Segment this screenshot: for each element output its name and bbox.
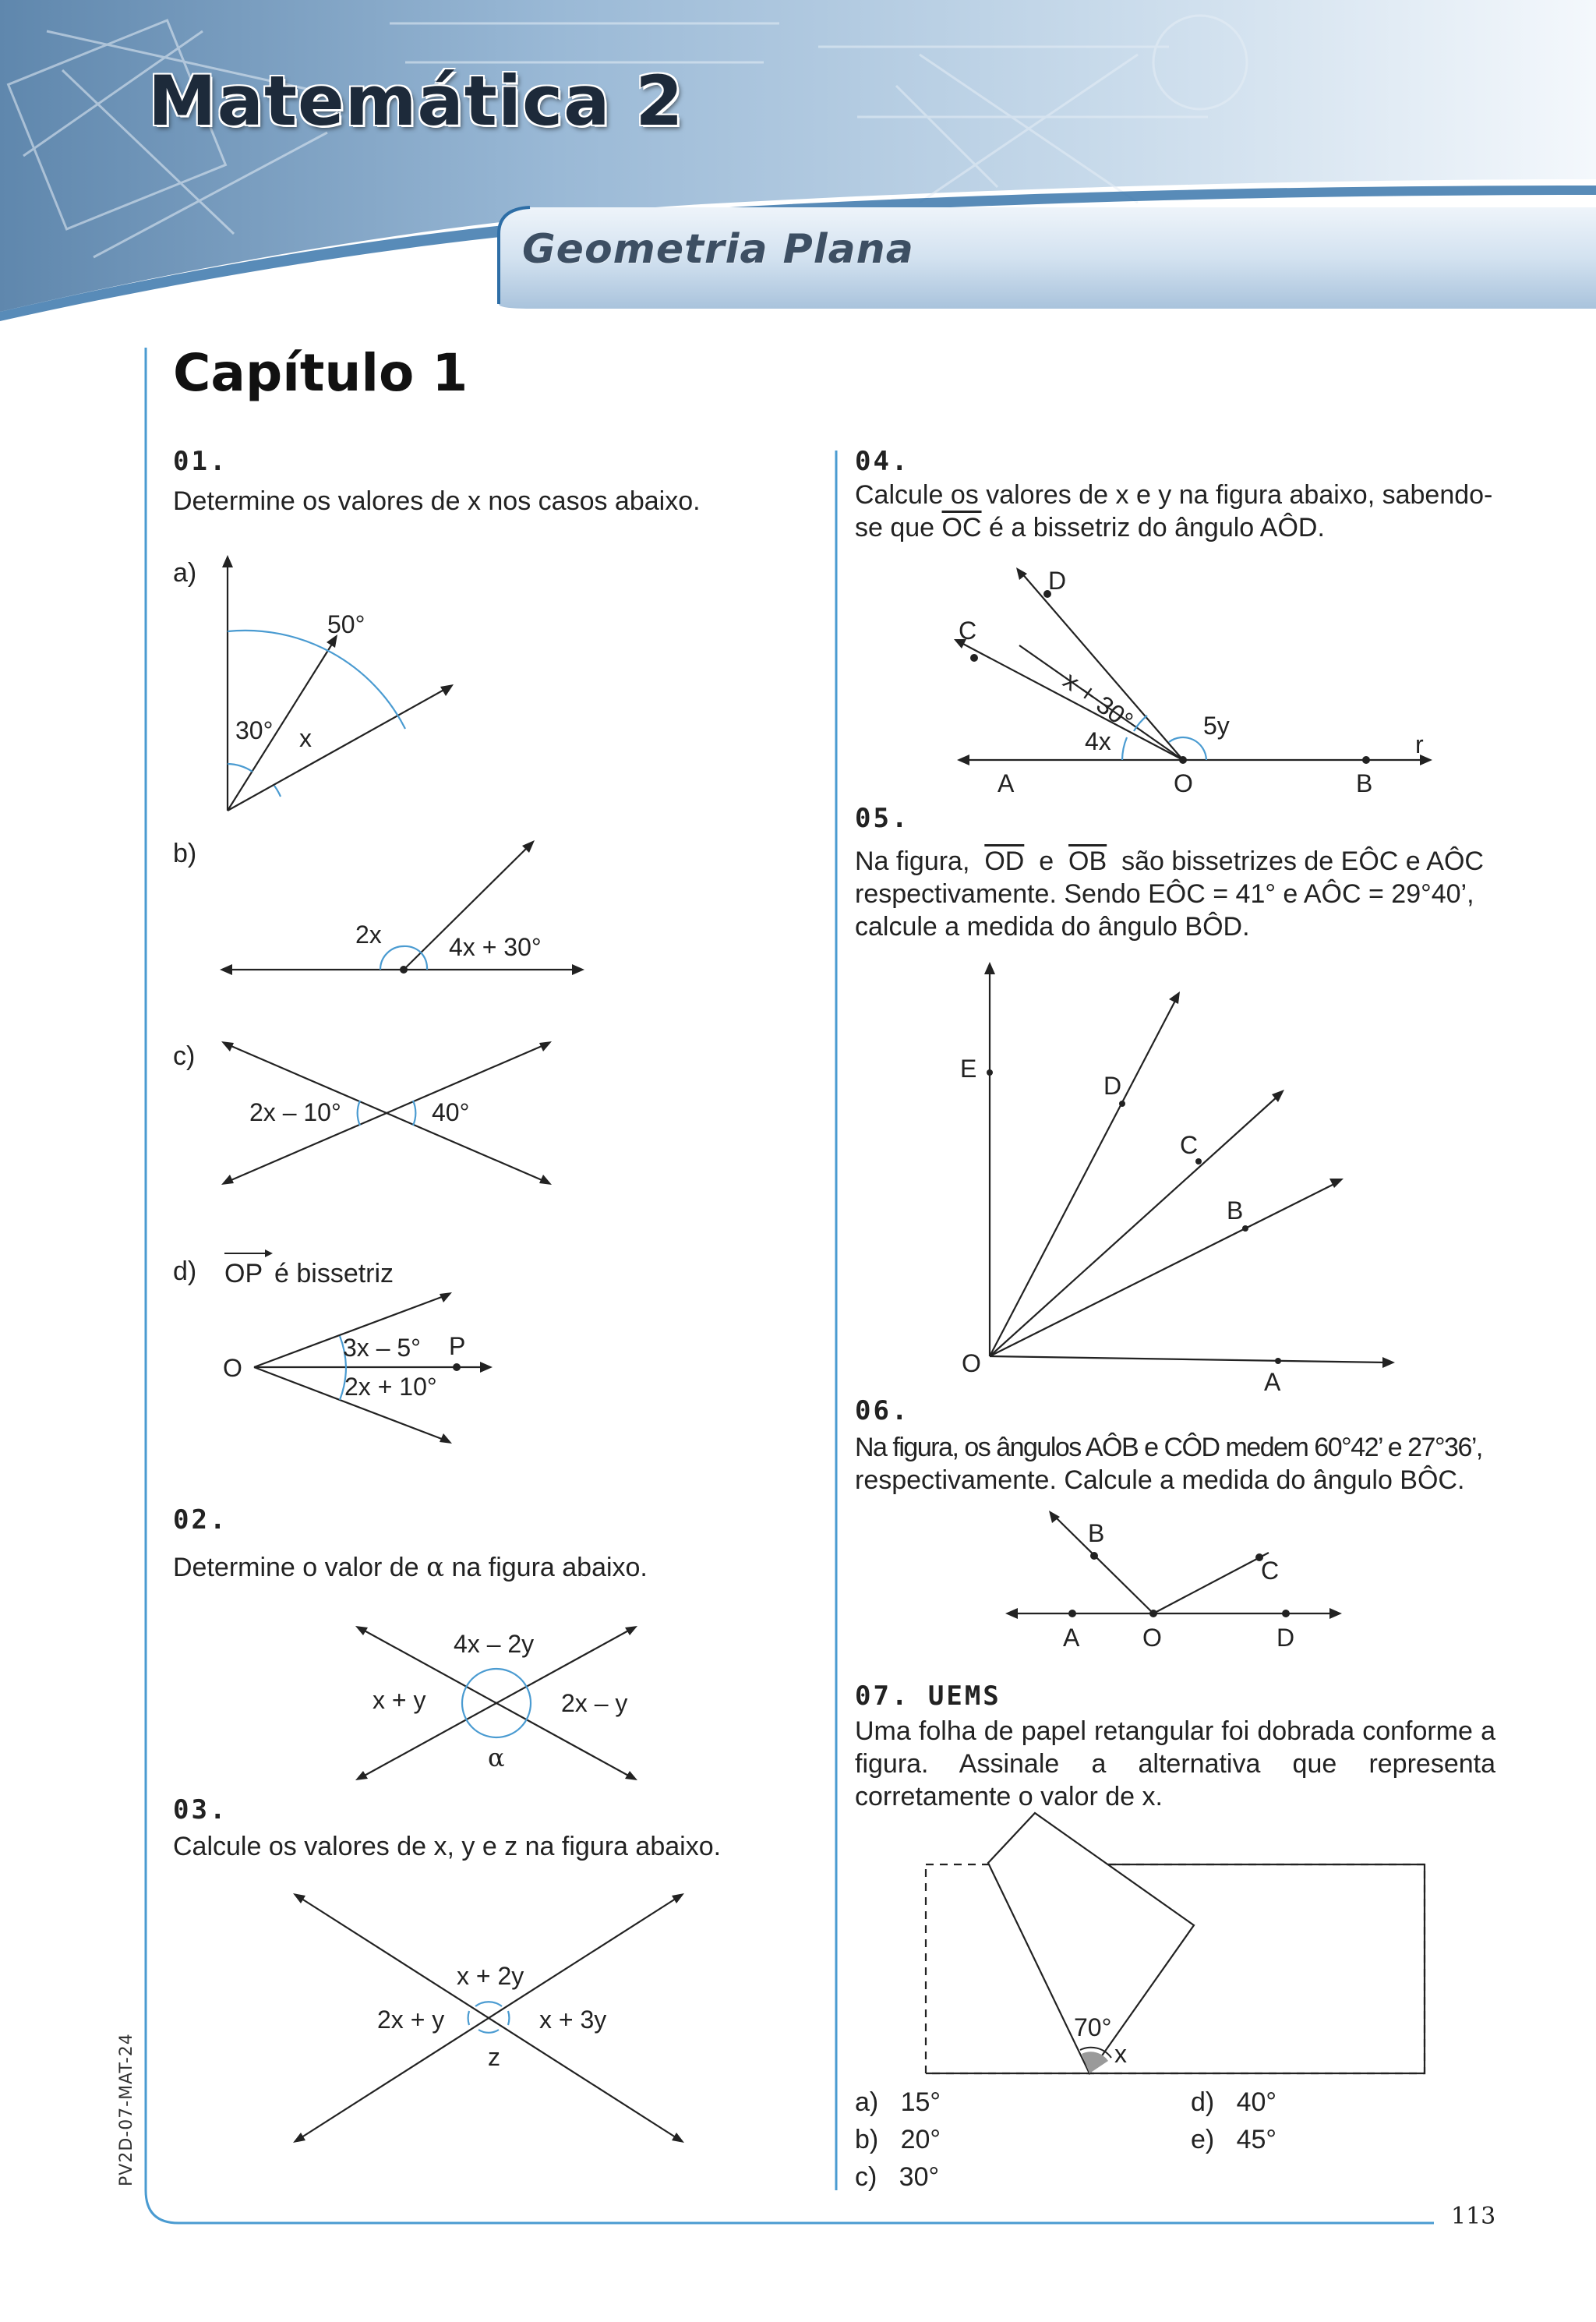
q01-d-point-o: O: [223, 1354, 242, 1382]
q03-angle-top: x + 2y: [457, 1962, 524, 1990]
q06-point-c: C: [1261, 1557, 1280, 1585]
q04-point-a: A: [998, 769, 1015, 797]
q01-d-label: d): [173, 1256, 197, 1286]
q07-option-d[interactable]: d) 40°: [1191, 2087, 1276, 2117]
footer-code: PV2D-07-MAT-24: [117, 2033, 136, 2186]
subject-title: Geometria Plana: [522, 226, 914, 273]
q03-angle-bottom: z: [488, 2043, 500, 2071]
q03-angle-left: 2x + y: [377, 2006, 445, 2034]
q05-point-d: D: [1103, 1072, 1122, 1100]
q01-a-figure: [195, 546, 491, 826]
q06-number: 06.: [855, 1395, 910, 1426]
q05-figure: [951, 951, 1418, 1403]
q01-d-figure: [218, 1278, 514, 1458]
q02-angle-right: 2x – y: [561, 1689, 628, 1717]
q02-angle-top: 4x – 2y: [454, 1630, 535, 1658]
q01-a-angle-x: x: [299, 724, 312, 752]
q01-c-angle-left: 2x – 10°: [249, 1098, 341, 1126]
q05-point-a: A: [1264, 1368, 1281, 1396]
q02-angle-left: x + y: [373, 1686, 426, 1714]
ray-ob: $\overline{OB}$: [1068, 846, 1107, 876]
q07-option-e[interactable]: e) 45°: [1191, 2125, 1276, 2154]
q04-number: 04.: [855, 446, 910, 477]
q04-figure: [912, 561, 1442, 795]
q01-d-angle-top: 3x – 5°: [343, 1334, 421, 1362]
q07-angle-x: x: [1114, 2040, 1127, 2068]
q01-d-ray-op: OP: [224, 1259, 263, 1288]
q01-b-figure: [210, 834, 592, 990]
q05-point-o: O: [962, 1349, 981, 1377]
q03-number: 03.: [173, 1794, 228, 1825]
book-title: Matemática 2: [148, 61, 684, 141]
q04-angle-4x: 4x: [1085, 727, 1111, 755]
q04-text: Calcule os valores de x e y na figura abaixo, sabendo- se que $\overline{OC}$ é a bissetriz do ângulo AÔD.: [855, 480, 1493, 543]
chapter-title: Capítulo 1: [173, 343, 468, 403]
q06-point-d: D: [1276, 1624, 1295, 1652]
q01-b-label: b): [173, 839, 197, 868]
q06-point-o: O: [1142, 1624, 1162, 1652]
q02-number: 02.: [173, 1504, 228, 1536]
ray-od: $\overline{OD}$: [984, 846, 1025, 876]
q07-text: Uma folha de papel retangular foi dobrada conforme a figura. Assinale a alternativa que representa corretamente o valor de x.: [855, 1716, 1495, 1811]
q04-line-r: r: [1415, 730, 1424, 758]
q04-angle-5y: 5y: [1203, 712, 1230, 740]
q01-number: 01.: [173, 446, 228, 477]
segment-oc: $\overline{OC}$: [941, 513, 982, 543]
q01-a-angle-30: 30°: [235, 716, 274, 744]
q06-point-a: A: [1063, 1624, 1080, 1652]
q04-point-b: B: [1356, 769, 1373, 797]
q01-b-angle-2x: 2x: [355, 921, 382, 949]
q02-figure: [343, 1613, 655, 1801]
q03-text: Calcule os valores de x, y e z na figura abaixo.: [173, 1832, 722, 1861]
q06-point-b: B: [1088, 1519, 1105, 1547]
q05-text: Na figura, $\overline{OD}$ e $\overline{OB}$ são bissetrizes de EÔC e AÔC respectivamente. Sendo EÔC = 41° e AÔC = 29°40’, calcule a medida do ângulo BÔD.: [855, 846, 1484, 942]
q05-point-e: E: [960, 1055, 977, 1083]
q05-point-c: C: [1180, 1131, 1199, 1159]
q07-figure: [920, 1808, 1434, 2089]
q01-b-angle-4x30: 4x + 30°: [449, 933, 542, 961]
q01-d-angle-bottom: 2x + 10°: [344, 1373, 437, 1401]
q07-option-a[interactable]: a) 15°: [855, 2087, 941, 2117]
q01-d-ray-arrow: [221, 1244, 276, 1260]
q06-figure: [1005, 1504, 1348, 1652]
q01-d-note: é bissetriz: [274, 1259, 394, 1288]
q04-point-d: D: [1048, 567, 1067, 595]
q04-angle-x30: x + 30°: [1058, 666, 1139, 735]
q05-point-b: B: [1227, 1196, 1244, 1225]
header-banner: [0, 0, 1596, 327]
q01-c-figure: [210, 1029, 569, 1200]
q05-number: 05.: [855, 803, 910, 834]
q01-c-angle-right: 40°: [432, 1098, 470, 1126]
q01-a-label: a): [173, 558, 197, 588]
q07-angle-70: 70°: [1074, 2013, 1112, 2041]
alpha-symbol: α: [426, 1552, 445, 1583]
page-number: 113: [1451, 2203, 1496, 2230]
q07-number: 07. UEMS: [855, 1681, 1001, 1712]
q01-text: Determine os valores de x nos casos abaixo.: [173, 486, 701, 516]
q03-figure: [288, 1886, 694, 2151]
q07-option-c[interactable]: c) 30°: [855, 2162, 940, 2192]
q03-angle-right: x + 3y: [539, 2006, 607, 2034]
q06-text: Na figura, os ângulos AÔB e CÔD medem 60°42’ e 27°36’, respectivamente. Calcule a medida do ângulo BÔC.: [855, 1433, 1482, 1495]
q01-c-label: c): [173, 1041, 196, 1071]
q04-point-c: C: [959, 617, 977, 645]
q07-option-b[interactable]: b) 20°: [855, 2125, 941, 2154]
q02-text: Determine o valor de α na figura abaixo.: [173, 1552, 648, 1583]
q04-point-o: O: [1174, 769, 1193, 797]
q01-a-angle-50: 50°: [327, 610, 365, 638]
q02-angle-alpha: α: [488, 1743, 505, 1772]
q01-d-point-p: P: [449, 1332, 466, 1360]
